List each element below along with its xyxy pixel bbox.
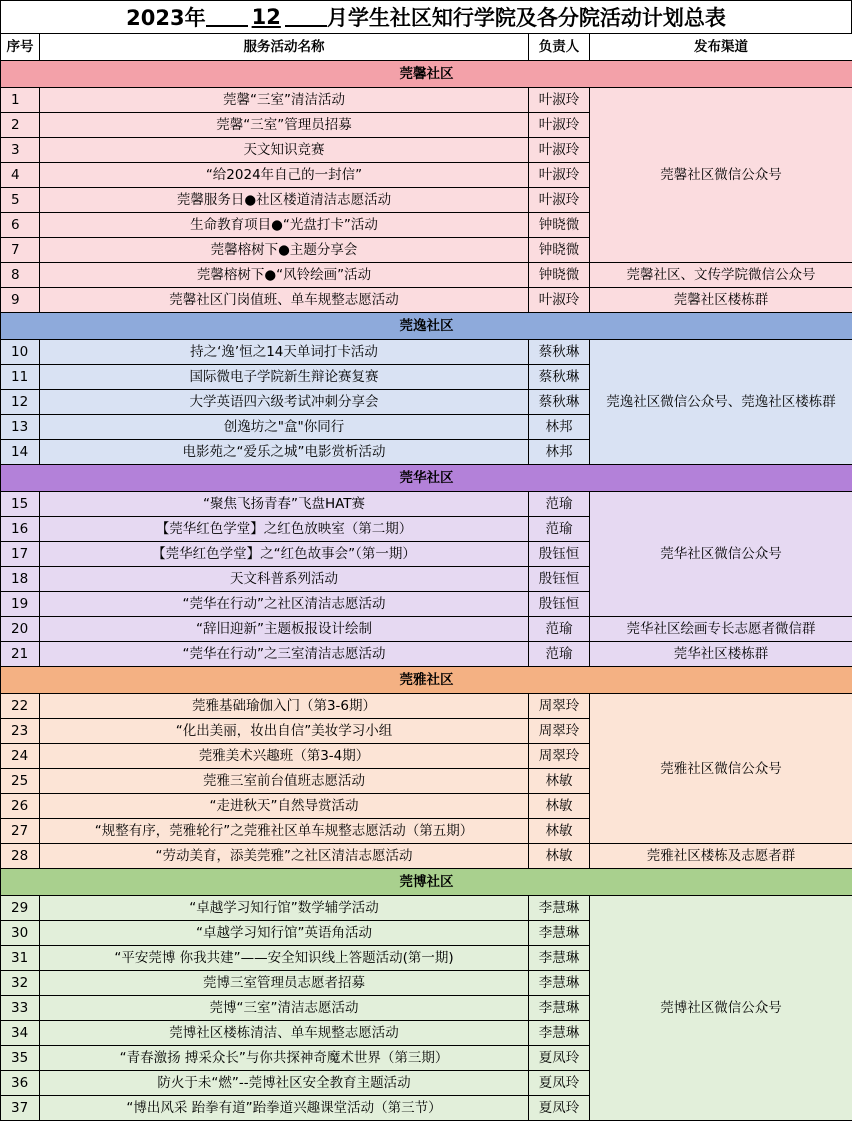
activity-name: “规整有序，莞雅轮行”之莞雅社区单车规整志愿活动（第五期） xyxy=(40,819,529,844)
activity-name: 天文科普系列活动 xyxy=(40,567,529,592)
row-number: 28 xyxy=(1,844,40,869)
section-header-row xyxy=(1,869,852,896)
activity-name: 【莞华红色学堂】之红色放映室（第二期） xyxy=(40,517,529,542)
row-number: 11 xyxy=(1,365,40,390)
row-number: 7 xyxy=(1,238,40,263)
activity-owner: 叶淑玲 xyxy=(529,113,590,138)
activity-owner: 李慧琳 xyxy=(529,896,590,921)
activity-name: “莞华在行动”之社区清洁志愿活动 xyxy=(40,592,529,617)
row-number: 30 xyxy=(1,921,40,946)
activity-owner: 李慧琳 xyxy=(529,1021,590,1046)
section-header-row xyxy=(1,465,852,492)
activity-name: “给2024年自己的一封信” xyxy=(40,163,529,188)
activity-owner: 范瑜 xyxy=(529,492,590,517)
section-header-row xyxy=(1,313,852,340)
row-number: 22 xyxy=(1,694,40,719)
publish-channel: 莞馨社区楼栋群 xyxy=(590,288,852,313)
activity-owner: 叶淑玲 xyxy=(529,188,590,213)
activity-owner: 叶淑玲 xyxy=(529,138,590,163)
publish-channel: 莞馨社区、文传学院微信公众号 xyxy=(590,263,852,288)
activity-name: 莞馨“三室”管理员招募 xyxy=(40,113,529,138)
activity-name: 莞馨榕树下●“风铃绘画”活动 xyxy=(40,263,529,288)
activity-name: 莞馨“三室”清洁活动 xyxy=(40,88,529,113)
title-year: 2023年 xyxy=(126,6,206,30)
activity-owner: 李慧琳 xyxy=(529,996,590,1021)
row-number: 9 xyxy=(1,288,40,313)
activity-owner: 蔡秋琳 xyxy=(529,390,590,415)
activity-name: “走进秋天”自然导赏活动 xyxy=(40,794,529,819)
publish-channel: 莞雅社区微信公众号 xyxy=(590,694,852,844)
table-row xyxy=(1,617,852,642)
table-row xyxy=(1,340,852,365)
row-number: 6 xyxy=(1,213,40,238)
row-number: 34 xyxy=(1,1021,40,1046)
row-number: 2 xyxy=(1,113,40,138)
activity-owner: 林敏 xyxy=(529,844,590,869)
activity-owner: 范瑜 xyxy=(529,617,590,642)
activity-owner: 李慧琳 xyxy=(529,946,590,971)
header-name: 服务活动名称 xyxy=(40,34,529,61)
activity-name: “聚焦飞扬青春”飞盘HAT赛 xyxy=(40,492,529,517)
row-number: 4 xyxy=(1,163,40,188)
activity-owner: 周翠玲 xyxy=(529,719,590,744)
row-number: 32 xyxy=(1,971,40,996)
header-no: 序号 xyxy=(1,34,40,61)
activity-name: 莞雅基础瑜伽入门（第3-6期） xyxy=(40,694,529,719)
title-month: 12 xyxy=(251,5,281,29)
publish-channel: 莞雅社区楼栋及志愿者群 xyxy=(590,844,852,869)
activity-name: 莞馨榕树下●主题分享会 xyxy=(40,238,529,263)
row-number: 35 xyxy=(1,1046,40,1071)
sheet-title xyxy=(0,0,852,33)
activity-owner: 蔡秋琳 xyxy=(529,340,590,365)
activity-name: “平安莞博 你我共建”——安全知识线上答题活动(第一期) xyxy=(40,946,529,971)
activity-name: “莞华在行动”之三室清洁志愿活动 xyxy=(40,642,529,667)
activity-name: 莞博“三室”清洁志愿活动 xyxy=(40,996,529,1021)
row-number: 16 xyxy=(1,517,40,542)
row-number: 31 xyxy=(1,946,40,971)
activity-name: “卓越学习知行馆”数学辅学活动 xyxy=(40,896,529,921)
activity-owner: 周翠玲 xyxy=(529,744,590,769)
publish-channel: 莞博社区微信公众号 xyxy=(590,896,852,1121)
row-number: 21 xyxy=(1,642,40,667)
activity-owner: 李慧琳 xyxy=(529,971,590,996)
publish-channel: 莞华社区微信公众号 xyxy=(590,492,852,617)
activity-name: 防火于未“燃”--莞博社区安全教育主题活动 xyxy=(40,1071,529,1096)
row-number: 17 xyxy=(1,542,40,567)
activity-name: 创逸坊之"盒"你同行 xyxy=(40,415,529,440)
row-number: 26 xyxy=(1,794,40,819)
activity-name: 莞馨社区门岗值班、单车规整志愿活动 xyxy=(40,288,529,313)
activity-name: 莞博三室管理员志愿者招募 xyxy=(40,971,529,996)
activity-owner: 殷钰恒 xyxy=(529,592,590,617)
activity-owner: 殷钰恒 xyxy=(529,567,590,592)
activity-name: “劳动美育，添美莞雅”之社区清洁志愿活动 xyxy=(40,844,529,869)
table-row xyxy=(1,844,852,869)
row-number: 14 xyxy=(1,440,40,465)
activity-owner: 蔡秋琳 xyxy=(529,365,590,390)
activity-owner: 李慧琳 xyxy=(529,921,590,946)
table-row xyxy=(1,694,852,719)
table-row xyxy=(1,288,852,313)
row-number: 15 xyxy=(1,492,40,517)
section-header-row xyxy=(1,667,852,694)
table-row xyxy=(1,88,852,113)
activity-name: 莞雅美术兴趣班（第3-4期） xyxy=(40,744,529,769)
row-number: 18 xyxy=(1,567,40,592)
section-title: 莞雅社区 xyxy=(1,667,852,694)
activity-owner: 夏凤玲 xyxy=(529,1096,590,1121)
row-number: 1 xyxy=(1,88,40,113)
row-number: 10 xyxy=(1,340,40,365)
section-title: 莞华社区 xyxy=(1,465,852,492)
header-owner: 负责人 xyxy=(529,34,590,61)
activity-name: 大学英语四六级考试冲刺分享会 xyxy=(40,390,529,415)
table-row xyxy=(1,896,852,921)
activity-owner: 夏凤玲 xyxy=(529,1071,590,1096)
activity-table xyxy=(0,33,852,1121)
activity-name: 莞博社区楼栋清洁、单车规整志愿活动 xyxy=(40,1021,529,1046)
row-number: 3 xyxy=(1,138,40,163)
row-number: 25 xyxy=(1,769,40,794)
activity-owner: 夏凤玲 xyxy=(529,1046,590,1071)
row-number: 20 xyxy=(1,617,40,642)
activity-owner: 林敏 xyxy=(529,769,590,794)
row-number: 19 xyxy=(1,592,40,617)
table-header-row xyxy=(1,34,852,61)
activity-name: “化出美丽，妆出自信”美妆学习小组 xyxy=(40,719,529,744)
table-row xyxy=(1,642,852,667)
activity-name: 【莞华红色学堂】之“红色故事会”（第一期） xyxy=(40,542,529,567)
row-number: 23 xyxy=(1,719,40,744)
activity-owner: 林敏 xyxy=(529,819,590,844)
activity-owner: 周翠玲 xyxy=(529,694,590,719)
activity-name: 莞雅三室前台值班志愿活动 xyxy=(40,769,529,794)
activity-name: 电影苑之“爱乐之城”电影赏析活动 xyxy=(40,440,529,465)
activity-owner: 范瑜 xyxy=(529,517,590,542)
activity-owner: 殷钰恒 xyxy=(529,542,590,567)
row-number: 5 xyxy=(1,188,40,213)
activity-owner: 钟晓微 xyxy=(529,263,590,288)
row-number: 12 xyxy=(1,390,40,415)
activity-name: 莞馨服务日●社区楼道清洁志愿活动 xyxy=(40,188,529,213)
activity-owner: 叶淑玲 xyxy=(529,288,590,313)
section-title: 莞博社区 xyxy=(1,869,852,896)
activity-owner: 林邦 xyxy=(529,415,590,440)
publish-channel: 莞华社区绘画专长志愿者微信群 xyxy=(590,617,852,642)
activity-name: 国际微电子学院新生辩论赛复赛 xyxy=(40,365,529,390)
activity-name: “青春激扬 搏采众长”与你共探神奇魔术世界（第三期） xyxy=(40,1046,529,1071)
activity-owner: 林敏 xyxy=(529,794,590,819)
activity-owner: 林邦 xyxy=(529,440,590,465)
activity-name: “博出风采 跆拳有道”跆拳道兴趣课堂活动（第三节） xyxy=(40,1096,529,1121)
activity-owner: 叶淑玲 xyxy=(529,163,590,188)
activity-name: “卓越学习知行馆”英语角活动 xyxy=(40,921,529,946)
activity-owner: 叶淑玲 xyxy=(529,88,590,113)
row-number: 37 xyxy=(1,1096,40,1121)
publish-channel: 莞华社区楼栋群 xyxy=(590,642,852,667)
activity-name: 持之‘逸’恒之14天单词打卡活动 xyxy=(40,340,529,365)
activity-name: 天文知识竞赛 xyxy=(40,138,529,163)
section-title: 莞逸社区 xyxy=(1,313,852,340)
row-number: 33 xyxy=(1,996,40,1021)
row-number: 8 xyxy=(1,263,40,288)
table-row xyxy=(1,263,852,288)
publish-channel: 莞馨社区微信公众号 xyxy=(590,88,852,263)
header-channel: 发布渠道 xyxy=(590,34,852,61)
activity-owner: 钟晓微 xyxy=(529,213,590,238)
activity-owner: 范瑜 xyxy=(529,642,590,667)
row-number: 27 xyxy=(1,819,40,844)
activity-owner: 钟晓微 xyxy=(529,238,590,263)
section-title: 莞馨社区 xyxy=(1,61,852,88)
title-rest: 月学生社区知行学院及各分院活动计划总表 xyxy=(326,6,726,30)
activity-name: 生命教育项目●“光盘打卡”活动 xyxy=(40,213,529,238)
publish-channel: 莞逸社区微信公众号、莞逸社区楼栋群 xyxy=(590,340,852,465)
row-number: 36 xyxy=(1,1071,40,1096)
table-row xyxy=(1,492,852,517)
activity-name: “辞旧迎新”主题板报设计绘制 xyxy=(40,617,529,642)
row-number: 13 xyxy=(1,415,40,440)
row-number: 29 xyxy=(1,896,40,921)
section-header-row xyxy=(1,61,852,88)
row-number: 24 xyxy=(1,744,40,769)
